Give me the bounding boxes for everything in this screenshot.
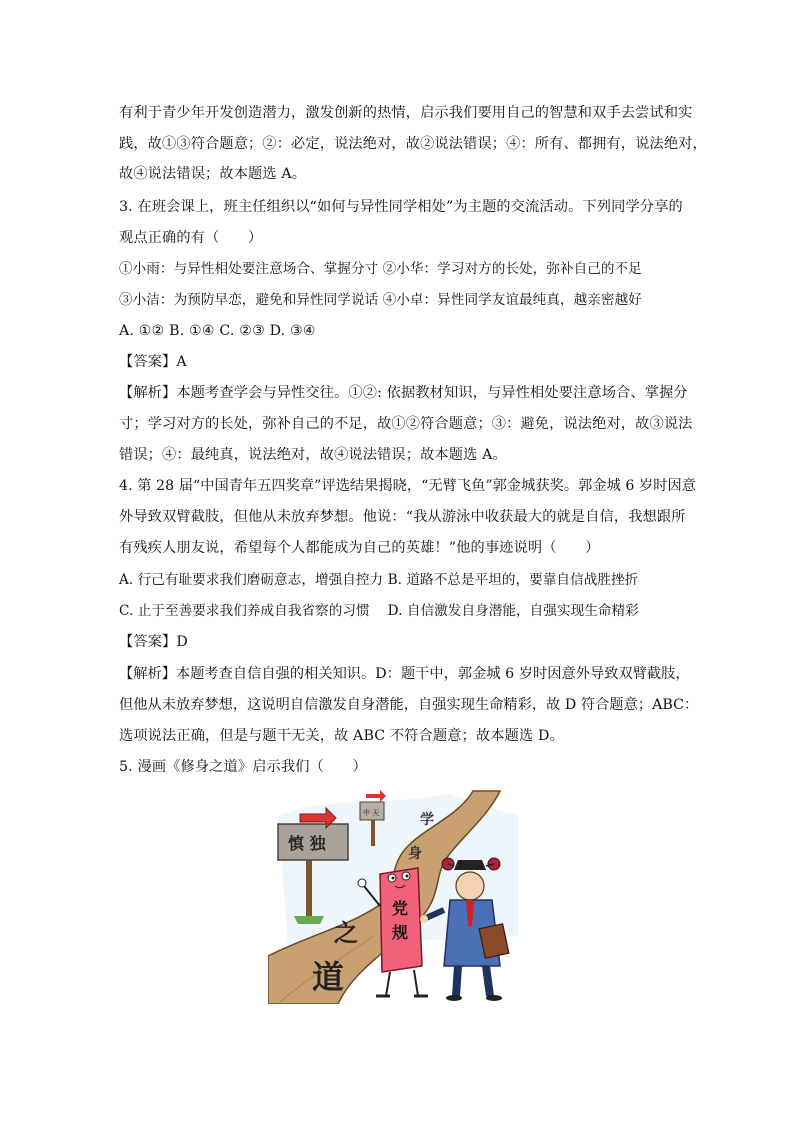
q4-analysis-line-2: 但他从未放弃梦想，这说明自信激发自身潜能，自强实现生命精彩，故 D 符合题意；ABC： [119, 697, 699, 713]
path-char-1: 学 [420, 812, 434, 828]
q4-options-line-1: A. 行己有耻要求我们磨砺意志，增强自控力 B. 道路不总是平坦的，要靠自信战胜挫折 [119, 572, 639, 588]
scroll-party-rules [380, 868, 422, 972]
analysis-q2-line-1: 有利于青少年开发创造潜力，激发创新的热情，启示我们要用自己的智慧和双手去尝试和实 [119, 105, 693, 121]
q5-stem: 5. 漫画《修身之道》启示我们（ ） [119, 759, 367, 775]
q4-stem-line-3: 有残疾人朋友说，希望每个人都能成为自己的英雄！”他的事迹说明（ ） [119, 540, 600, 556]
q4-stem-line-2: 外导致双臂截肢，但他从未放弃梦想。他说：“我从游泳中收获最大的就是自信，我想跟所 [119, 509, 686, 525]
path-char-4: 道 [312, 958, 345, 996]
cartoon-xiushen-zhidao [268, 786, 524, 1004]
path-char-2: 身 [408, 846, 422, 862]
q3-statements-line-2: ③小洁：为预防早恋，避免和异性同学说话 ④小卓：异性同学友谊最纯真，越亲密越好 [119, 292, 642, 308]
q4-analysis-line-3: 选项说法正确，但是与题干无关，故 ABC 不符合题意；故本题选 D。 [119, 728, 564, 744]
scroll-text-1: 党 [392, 899, 409, 918]
sign-shendu-text: 慎 独 [288, 834, 326, 853]
q3-stem-line-2: 观点正确的有（ ） [119, 230, 263, 246]
path-char-3: 之 [334, 919, 358, 947]
q4-options-line-2: C. 止于至善要求我们养成自我省察的习惯 D. 自信激发自身潜能，自强实现生命精彩 [119, 603, 639, 619]
q3-analysis-line-2: 寸；学习对方的长处，弥补自己的不足，故①②符合题意；③：避免，说法绝对，故③说法 [119, 416, 693, 432]
analysis-q2-line-3: 故④说法错误；故本题选 A。 [119, 166, 307, 182]
q4-answer: 【答案】D [119, 634, 188, 650]
q4-stem-line-1: 4. 第 28 届“中国青年五四奖章”评选结果揭晓，“无臂飞鱼”郭金城获奖。郭金城 6 岁时因意 [119, 478, 696, 494]
q3-answer: 【答案】A [119, 354, 187, 370]
q3-analysis-line-3: 错误；④：最纯真，说法绝对，故④说法错误；故本题选 A。 [119, 447, 507, 463]
q4-analysis-line-1: 【解析】本题考查自信自强的相关知识。D：题干中，郭金城 6 岁时因意外导致双臂截肢， [119, 666, 690, 682]
analysis-q2-line-2: 践，故①③符合题意；②：必定，说法绝对，故②说法错误；④：所有、都拥有，说法绝对， [119, 136, 707, 152]
q3-statements-line-1: ①小雨：与异性相处要注意场合、掌握分寸 ②小华：学习对方的长处，弥补自己的不足 [119, 261, 642, 277]
scroll-text-2: 规 [392, 923, 409, 942]
q3-stem-line-1: 3. 在班会课上，班主任组织以“如何与异性同学相处”为主题的交流活动。下列同学分享的 [119, 199, 683, 215]
q3-analysis-line-1: 【解析】本题考查学会与异性交往。①②: 依据教材知识，与异性相处要注意场合、掌握分 [119, 385, 688, 401]
sign-small-text: 中 天 [363, 809, 380, 817]
q3-options: A. ①② B. ①④ C. ②③ D. ③④ [119, 323, 316, 339]
